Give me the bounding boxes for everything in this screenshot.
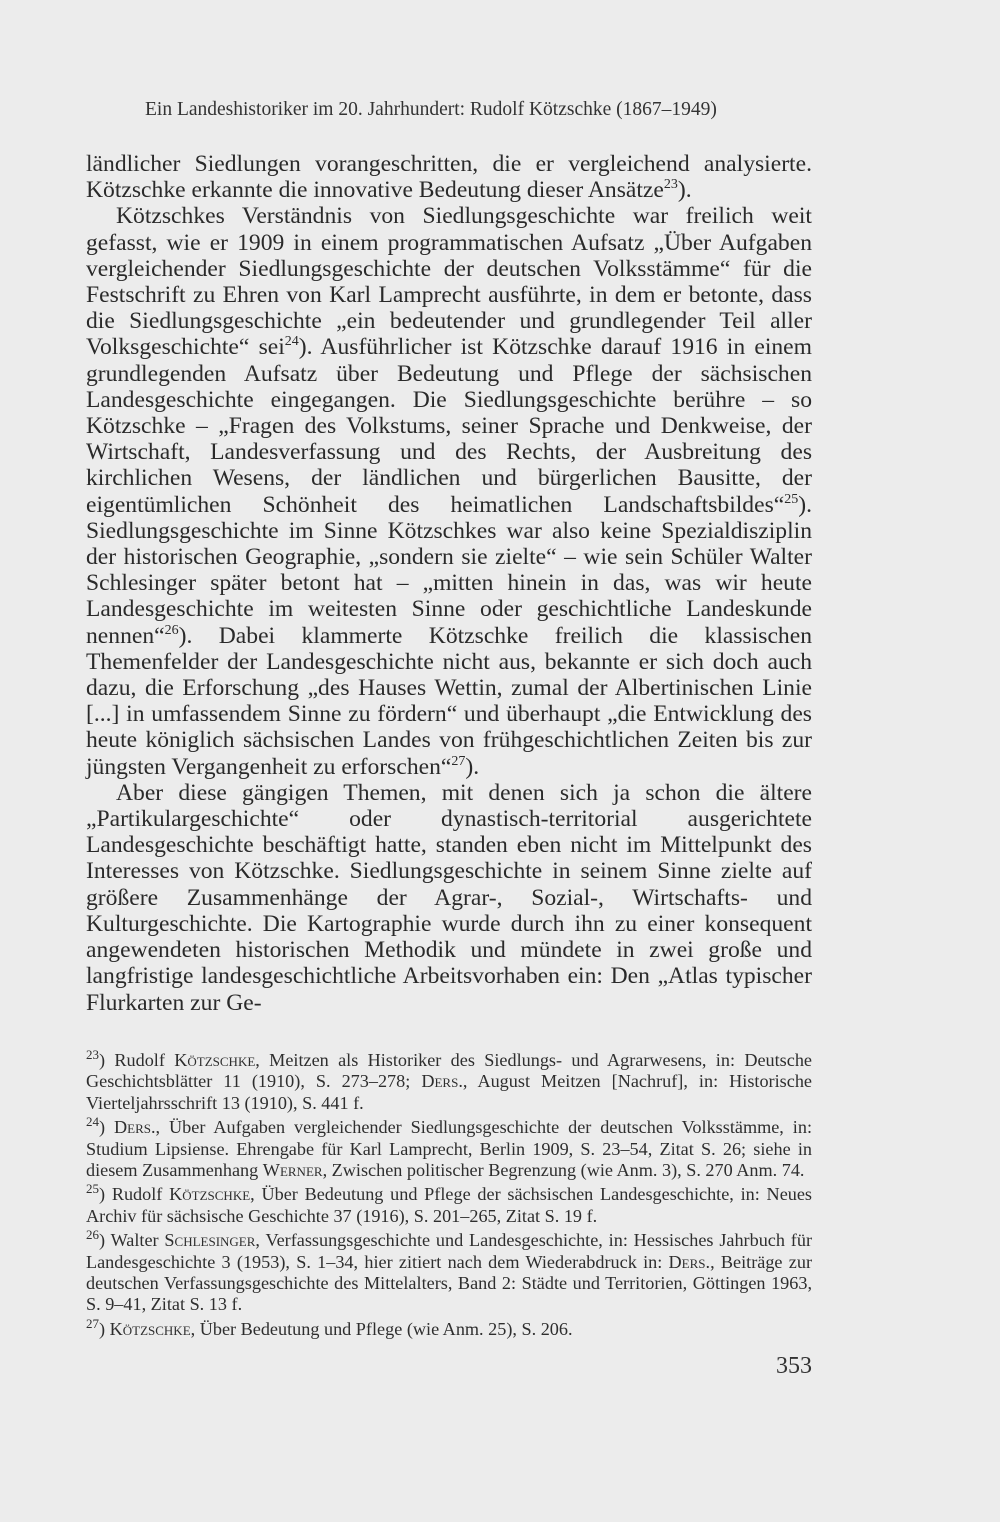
paragraph-2-text-c: ). Siedlungsgeschichte im Sinne Kötzschkes war also keine Spezialdisziplin der historischen Geographie, „sondern sie zielte“ – wie sein Schüler Walter Schlesinger später betont hat – „mitten hinein in das, was wir heute Landesgeschichte im weitesten Sinne oder geschichtliche Landeskunde nennen“ [86,491,812,649]
footnote-mark: 27 [86,1315,99,1331]
author-name: Ders. [114,1117,156,1138]
paragraph-1 [86,151,812,203]
paragraph-2 [86,203,812,779]
author-name: Schlesinger [164,1230,256,1251]
footnote-ref-27: 27 [451,753,466,769]
footnote-mark: 24 [86,1114,99,1130]
footnote-ref-26: 26 [164,622,179,638]
paragraph-2-text-e: ). [465,753,480,780]
footnote-ref-24: 24 [284,334,299,350]
paragraph-3: Aber diese gängigen Themen, mit denen sich ja schon die ältere „Partikulargeschichte“ oder dynastisch-territorial ausgerichtete Landesgeschichte beschäftigt hatte, standen eben nicht im Mittelpunkt des Interesses von Kötzschke. Siedlungsgeschichte in seinem Sinne zielte auf größere Zusammenhänge der Agrar-, Sozial-, Wirtschafts- und Kulturgeschichte. Die Kartographie wurde durch ihn zu einer konsequent angewendeten historischen Methodik und mündete in zwei große und langfristige landesgeschichtliche Arbeitsvorhaben ein: Den „Atlas typischer Flurkarten zur Ge- [86,779,812,1016]
paragraph-1-text: ländlicher Siedlungen vorangeschritten, die er vergleichend analysierte. Kötzschke erkannte die innovative Bedeutung dieser Ansätze [86,151,812,204]
main-text [86,151,812,1016]
author-name: Ders. [421,1071,463,1092]
paragraph-2-text-d: ). Dabei klammerte Kötzschke freilich die klassischen Themenfelder der Landesgeschichte nicht aus, bekannte er sich doch auch dazu, die Erforschung „des Hauses Wettin, zumal der Albertinischen Linie [...] in umfassendem Sinne zu fördern“ und überhaupt „die Entwicklung des heute königlich sächsischen Landes von frühgeschichtlichen Zeiten bis zur jüngsten Vergangenheit zu erforschen“ [86,622,812,780]
footnote: $^{25}$) Rudolf Kötzschke, Über Bedeutung und Pflege der sächsischen Landesgeschichte, in: Neues Archiv für sächsische Geschichte 37 (1916), S. 201–265, Zitat S. 19 f. [86,1181,813,1226]
footnotes [86,1046,813,1343]
footnote: $^{23}$) Rudolf Kötzschke, Meitzen als Historiker des Siedlungs- und Agrarwesens, in: Deutsche Geschichtsblätter 11 (1910), S. 273–278; Ders., August Meitzen [Nachruf], in: Historische Vierteljahrsschrift 13 (1910), S. 441 f. [86,1046,812,1113]
page-number: 353 [776,1353,812,1379]
paragraph-1-end: ). [677,177,692,204]
author-name: Kötzschke [174,1050,256,1070]
running-head: Ein Landeshistoriker im 20. Jahrhundert: Rudolf Kötzschke (1867–1949) [145,99,717,120]
footnote-ref-23: 23 [663,177,678,193]
footnote-ref-25: 25 [784,491,799,507]
author-name: Kötzschke [169,1184,251,1205]
author-name: Werner [262,1160,323,1181]
author-name: Ders. [668,1251,711,1272]
paragraph-2-text-b: ). Ausführlicher ist Kötzschke darauf 1916 in einem grundlegenden Aufsatz über Bedeutung und Pflege der sächsischen Landesgeschichte eingegangen. Die Siedlungsgeschichte berühre – so Kötzschke – „Fragen des Volkstums, seiner Sprache und Denkweise, der Wirtschaft, Landesverfassung und des Rechts, der Ausbreitung des kirchlichen Wesens, der ländlichen und bürgerlichen Bausitte, der eigentümlichen Schönheit des heimatlichen Landschaftsbildes“ [86,334,812,518]
author-name: Kötzschke [109,1318,191,1339]
footnote: $^{27}$) Kötzschke, Über Bedeutung und Pflege (wie Anm. 25), S. 206. [86,1315,573,1339]
footnote-mark: 26 [86,1227,99,1243]
footnote-mark: 25 [86,1181,99,1197]
footnote: $^{24}$) Ders., Über Aufgaben vergleichender Siedlungsgeschichte der deutschen Volksstämme, in: Studium Lipsiense. Ehrengabe für Karl Lamprecht, Berlin 1909, S. 23–54, Zitat S. 26; siehe in diesem Zusammenhang Werner, Zwischen politischer Begrenzung (wie Anm. 3), S. 270 Anm. 74. [86,1114,813,1181]
footnote-mark: 23 [86,1046,99,1062]
paragraph-2-text-a: Kötzschkes Verständnis von Siedlungsgeschichte war freilich weit gefasst, wie er 1909 in einem programmatischen Aufsatz „Über Aufgaben vergleichender Siedlungsgeschichte der deutschen Volksstämme“ für die Festschrift zu Ehren von Karl Lamprecht ausführte, in dem er betonte, dass die Siedlungsgeschichte „ein bedeutender und grundlegender Teil aller Volksgeschichte“ sei [86,203,812,361]
footnote: $^{26}$) Walter Schlesinger, Verfassungsgeschichte und Landesgeschichte, in: Hessisches Jahrbuch für Landesgeschichte 3 (1953), S. 1–34, hier zitiert nach dem Wiederabdruck in: Ders., Beiträge zur deutschen Verfassungsgeschichte des Mittelalters, Band 2: Städte und Territorien, Göttingen 1963, S. 9–41, Zitat S. 13 f. [86,1227,812,1315]
